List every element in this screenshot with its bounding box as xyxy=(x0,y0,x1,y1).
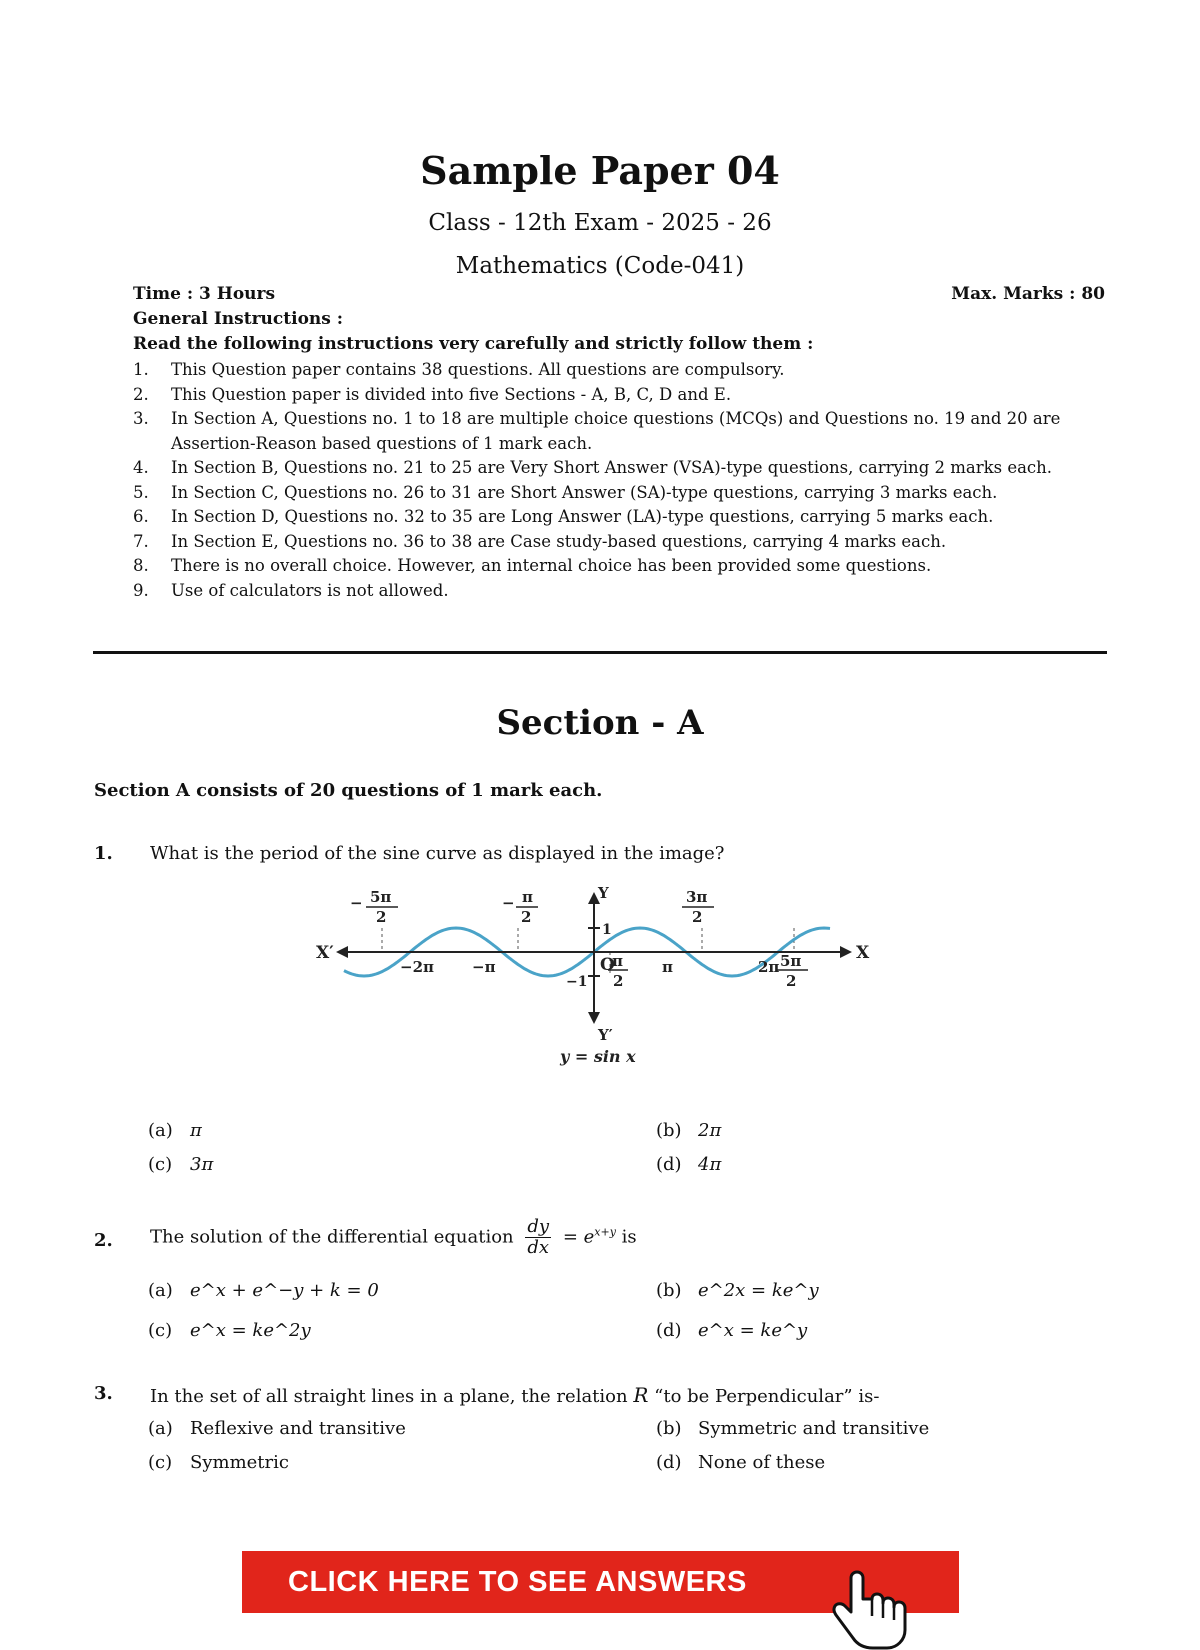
time-marks-row xyxy=(133,284,1105,304)
question-number: 3. xyxy=(94,1383,113,1404)
section-a-title: Section - A xyxy=(496,703,704,743)
q1-option-b[interactable]: (b) 2π xyxy=(656,1120,722,1141)
q1-option-c[interactable]: (c) 3π xyxy=(148,1154,214,1175)
origin-label: O xyxy=(600,955,615,975)
subject-line: Mathematics (Code-041) xyxy=(455,253,745,279)
q3-option-a[interactable]: (a) Reflexive and transitive xyxy=(148,1418,406,1439)
x-neg-axis-label: X′ xyxy=(316,943,334,963)
section-divider xyxy=(93,651,1107,654)
q3-option-d[interactable]: (d) None of these xyxy=(656,1452,826,1473)
instruction-item: 4. In Section B, Questions no. 21 to 25 are Very Short Answer (VSA)-type questions, carrying 2 marks each. xyxy=(133,458,1053,477)
frac-num: 5π xyxy=(370,888,392,906)
q2-option-a[interactable]: (a) e^x + e^−y + k = 0 xyxy=(148,1280,379,1301)
question-number: 2. xyxy=(94,1230,113,1251)
tick-label-neg-2pi: −2π xyxy=(400,958,434,976)
instruction-item: 6. In Section D, Questions no. 32 to 35 are Long Answer (LA)-type questions, carrying 5 marks each. xyxy=(133,507,994,526)
frac-sign: − xyxy=(350,894,363,912)
graph-caption: y = sin x xyxy=(560,1047,636,1066)
frac-den: 2 xyxy=(521,908,532,926)
q2-option-c[interactable]: (c) e^x = ke^2y xyxy=(148,1320,311,1341)
y-neg-axis-label: Y′ xyxy=(598,1026,613,1044)
x-neg-axis-arrow xyxy=(336,946,348,958)
instruction-item: 9. Use of calculators is not allowed. xyxy=(133,580,449,600)
section-a-description: Section A consists of 20 questions of 1 mark each. xyxy=(94,780,603,801)
paper-title: Sample Paper 04 xyxy=(420,148,780,193)
instruction-item: 2. This Question paper is divided into five Sections - A, B, C, D and E. xyxy=(133,384,732,404)
minus-one-label: −1 xyxy=(566,974,588,990)
q1-option-d[interactable]: (d) 4π xyxy=(656,1154,722,1175)
frac-sign: − xyxy=(502,894,515,912)
question-number: 1. xyxy=(94,843,113,864)
q2-option-d[interactable]: (d) e^x = ke^y xyxy=(656,1320,808,1341)
q1-option-a[interactable]: (a) π xyxy=(148,1120,202,1141)
y-axis-label: Y xyxy=(598,884,609,902)
one-label: 1 xyxy=(602,922,612,938)
frac-den: 2 xyxy=(376,908,387,926)
question-text: What is the period of the sine curve as displayed in the image? xyxy=(150,843,725,864)
instruction-item: 7. In Section E, Questions no. 36 to 38 are Case study-based questions, carrying 4 marks each. xyxy=(133,531,947,551)
q2-option-b[interactable]: (b) e^2x = ke^y xyxy=(656,1280,819,1301)
see-answers-label: CLICK HERE TO SEE ANSWERS xyxy=(288,1566,747,1598)
time-label: Time : 3 Hours xyxy=(133,284,276,304)
frac-num: π xyxy=(522,888,533,906)
instruction-item: 8. There is no overall choice. However, an internal choice has been provided some questions. xyxy=(133,556,932,575)
dy-dx-fraction: $\frac{dy}{dx}$ xyxy=(527,1216,550,1258)
general-instructions-heading: General Instructions : xyxy=(133,309,344,329)
frac-num: 3π xyxy=(686,888,708,906)
tick-label-pi: π xyxy=(662,958,673,976)
frac-num: 5π xyxy=(780,952,802,970)
q3-option-c[interactable]: (c) Symmetric xyxy=(148,1452,289,1473)
frac-den: 2 xyxy=(613,972,624,990)
x-axis-label: X xyxy=(856,943,870,963)
tick-label-neg-pi: −π xyxy=(472,958,496,976)
frac-den: 2 xyxy=(692,908,703,926)
x-axis-arrow xyxy=(840,946,852,958)
instruction-item: 3. In Section A, Questions no. 1 to 18 are multiple choice questions (MCQs) and Questions no. 19 and 20 are Assertion-Reason based questions of 1 mark each. xyxy=(133,409,1061,453)
question-text: In the set of all straight lines in a plane, the relation R “to be Perpendicular” is- xyxy=(150,1383,880,1407)
class-exam-line: Class - 12th Exam - 2025 - 26 xyxy=(428,210,772,236)
instructions-list xyxy=(133,358,1105,603)
q3-option-b[interactable]: (b) Symmetric and transitive xyxy=(656,1418,930,1439)
y-neg-axis-arrow xyxy=(588,1012,600,1024)
max-marks-label: Max. Marks : 80 xyxy=(951,284,1105,304)
read-instructions-line: Read the following instructions very carefully and strictly follow them : xyxy=(133,334,814,354)
pointing-hand-icon xyxy=(833,1568,909,1650)
sine-curve-graph xyxy=(316,884,870,1070)
instruction-item: 5. In Section C, Questions no. 26 to 31 are Short Answer (SA)-type questions, carrying 3 marks each. xyxy=(133,482,998,502)
tick-label-2pi: 2π xyxy=(758,958,780,976)
question-text: The solution of the differential equation $\frac{dy}{dx}$ = $e^{x+y}$ is xyxy=(150,1216,637,1258)
question-2 xyxy=(94,1217,1104,1267)
frac-num: π xyxy=(612,952,623,970)
frac-den: 2 xyxy=(786,972,797,990)
instruction-item: 1. This Question paper contains 38 questions. All questions are compulsory. xyxy=(133,360,785,379)
